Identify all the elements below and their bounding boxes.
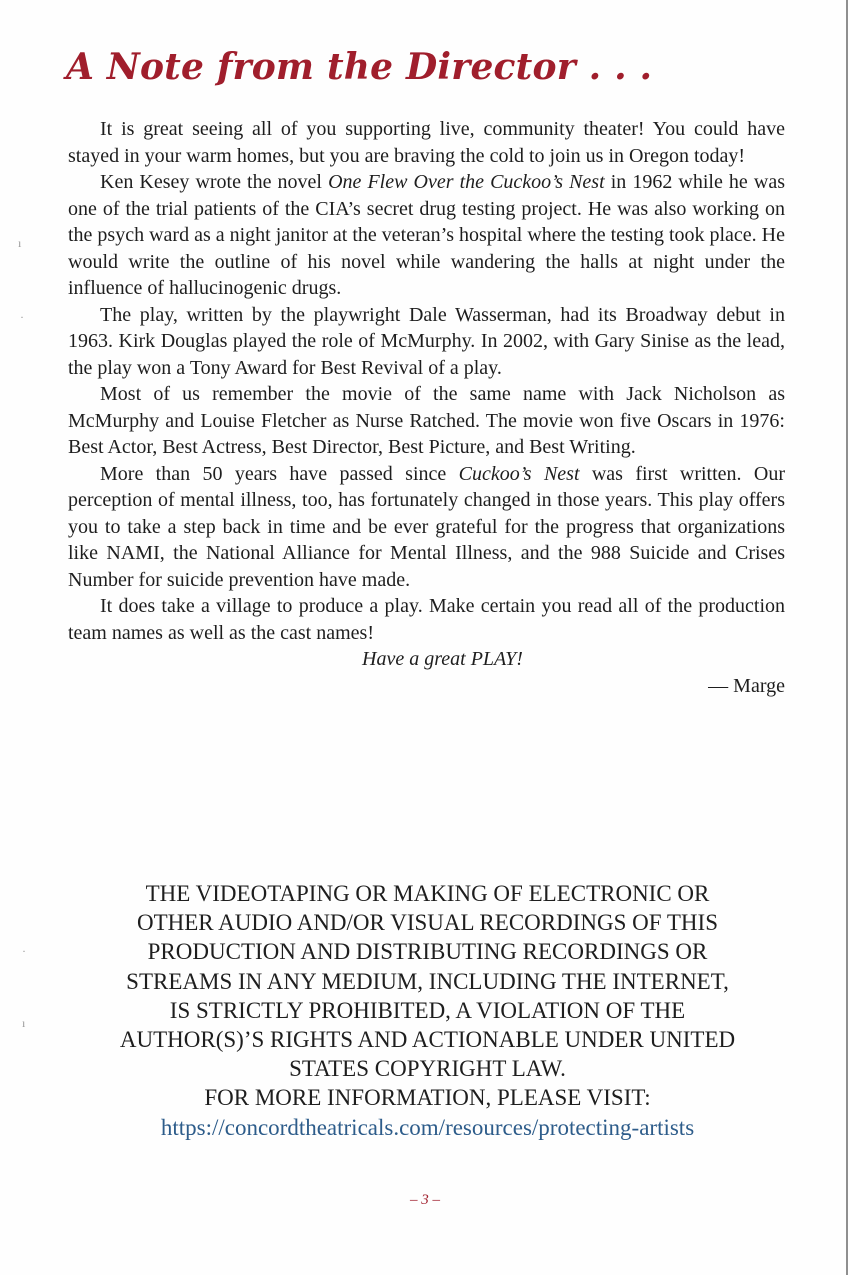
page-number: – 3 – bbox=[410, 1192, 440, 1208]
paragraph-text: was first written. Our perception of mental illness, too, has fortunately changed in those years. This play offers you to take a step back in time and be ever grateful for the progress that organizations like NAMI, the National Alliance for Mental Illness, and the 988 Suicide and Crises Number for suicide prevention have made. bbox=[68, 462, 786, 591]
scan-speck: · bbox=[22, 944, 26, 958]
director-note-body bbox=[68, 116, 785, 699]
note-paragraph bbox=[68, 116, 785, 169]
page-edge-line bbox=[846, 0, 848, 1275]
paragraph-text: in 1962 while he was one of the trial patients of the CIA’s secret drug testing project. He was also working on the psych ward as a night janitor at the veteran’s hospital where the testing took place. He would write the outline of his novel while wandering the halls at night under the influence of hallucinogenic drugs. bbox=[68, 171, 786, 299]
page-title: A Note from the Director . . . bbox=[66, 46, 653, 88]
notice-line: STATES COPYRIGHT LAW. bbox=[289, 1056, 566, 1082]
paragraph-text: More than 50 years have passed since bbox=[100, 462, 459, 485]
sign-off-line: Have a great PLAY! bbox=[362, 648, 523, 670]
notice-line: FOR MORE INFORMATION, PLEASE VISIT: bbox=[204, 1085, 651, 1111]
note-paragraph bbox=[68, 593, 785, 646]
notice-line: PRODUCTION AND DISTRIBUTING RECORDINGS OR bbox=[147, 939, 708, 965]
note-paragraphs bbox=[68, 116, 785, 646]
italic-title-text: One Flew Over the Cuckoo’s Nest bbox=[328, 171, 605, 193]
note-paragraph bbox=[68, 381, 785, 461]
notice-line: IS STRICTLY PROHIBITED, A VIOLATION OF THE bbox=[169, 997, 686, 1023]
copyright-notice bbox=[60, 879, 795, 1142]
protecting-artists-link[interactable]: https://concordtheatricals.com/resources/protecting-artists bbox=[160, 1114, 695, 1140]
scan-speck: ı bbox=[18, 236, 22, 250]
note-paragraph bbox=[68, 169, 785, 302]
note-paragraph bbox=[68, 461, 785, 594]
notice-line: STREAMS IN ANY MEDIUM, INCLUDING THE INTERNET, bbox=[126, 968, 729, 994]
notice-line: AUTHOR(S)’S RIGHTS AND ACTIONABLE UNDER UNITED bbox=[119, 1027, 736, 1053]
notice-line: THE VIDEOTAPING OR MAKING OF ELECTRONIC OR bbox=[145, 881, 710, 906]
notice-line: OTHER AUDIO AND/OR VISUAL RECORDINGS OF THIS bbox=[136, 910, 718, 936]
paragraph-text: Most of us remember the movie of the same name with Jack Nicholson as McMurphy and Louise Fletcher as Nurse Ratched. The movie won five Oscars in 1976: Best Actor, Best Actress, Best Director, Best Picture, and Best Writing. bbox=[68, 383, 785, 458]
signature: — Marge bbox=[708, 674, 785, 697]
scan-speck: ı bbox=[22, 1016, 26, 1030]
paragraph-text: It does take a village to produce a play. Make certain you read all of the production team names as well as the cast names! bbox=[68, 595, 785, 644]
scan-speck: · bbox=[20, 310, 24, 324]
paragraph-text: The play, written by the playwright Dale Wasserman, had its Broadway debut in 1963. Kirk Douglas played the role of McMurphy. In 2002, with Gary Sinise as the lead, the play won a Tony Award for Best Revival of a play. bbox=[68, 303, 785, 379]
paragraph-text: Ken Kesey wrote the novel bbox=[100, 171, 329, 193]
paragraph-text: It is great seeing all of you supporting live, community theater! You could have stayed in your warm homes, but you are braving the cold to join us in Oregon today! bbox=[68, 118, 785, 167]
italic-title-text: Cuckoo’s Nest bbox=[458, 462, 580, 485]
note-paragraph bbox=[68, 302, 785, 382]
